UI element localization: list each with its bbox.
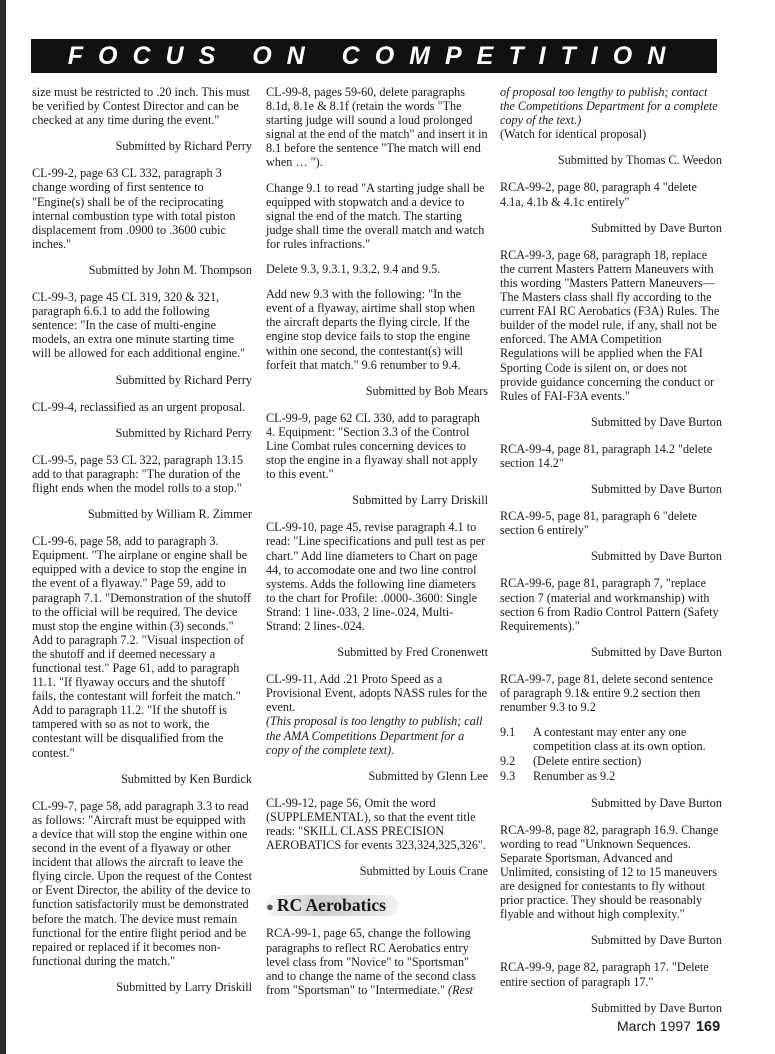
proposal-text: RCA-99-9, page 82, paragraph 17. "Delete entire section of paragraph 17.": [500, 960, 709, 989]
submitted-by: Submitted by Dave Burton: [590, 933, 722, 948]
submitted-by: Submitted by John M. Thompson: [88, 262, 252, 277]
submitted-by: Submitted by Dave Burton: [590, 482, 722, 497]
section-heading: [266, 895, 398, 916]
proposal-text: CL-99-10, page 45, revise paragraph 4.1 to read: "Line specifications and pull test as per chart." Add line diameters to Chart on page 44, to accomodate one and two line control systems. Adds the following line diameters to the chart for Profile: .0000-.3600: Single Strand: 1 line-.033, 2 line-.024, Multi-Strand: 2 lines-.024.: [266, 520, 486, 633]
submitted-by: Submitted by Dave Burton: [590, 220, 722, 235]
submitted-by: Submitted by Larry Driskill: [352, 493, 488, 508]
column-2: [266, 85, 488, 1008]
section-banner: [31, 39, 717, 73]
proposal-text: CL-99-12, page 56, Omit the word (SUPPLEMENTAL), so that the event title reads: "SKILL CLASS PRECISION AEROBATICS for events 323,324,325,326".: [266, 795, 486, 853]
page-number: 169: [695, 1019, 721, 1035]
submitted-by: Submitted by Bob Mears: [365, 383, 488, 398]
proposal-text: Add new 9.3 with the following: "In the event of a flyaway, airtime shall stop when the aircraft departs the flying circle. If the engine stop device fails to stop the engine within one second, the contestant(s) will forfeit that match." 9.6 renumber to 9.4.: [266, 287, 476, 372]
list-item-number: 9.2: [500, 754, 516, 769]
proposal-body: RCA-99-1, page 65, change the following paragraphs to reflect RC Aerobatics entry level class from "Novice" to "Sportsman" and to change the name of the second class from "Sportsman" to "Intermediate.": [266, 926, 476, 997]
proposal-text: [266, 672, 488, 757]
list-item: [500, 725, 722, 753]
proposal-text: CL-99-4, reclassified as an urgent proposal.: [32, 399, 246, 414]
list-item: [500, 769, 722, 783]
proposal-text: [500, 85, 722, 141]
proposal-note: (Rest: [448, 982, 474, 997]
proposal-body: CL-99-11, Add .21 Proto Speed as a Provisional Event, adopts NASS rules for the event.: [266, 672, 488, 715]
banner-title: FOCUS ON COMPETITION: [67, 41, 681, 70]
submitted-by: Submitted by Dave Burton: [590, 1000, 722, 1015]
proposal-text: RCA-99-6, page 81, paragraph 7, "replace section 7 (material and workmanship) with section 6 from Radio Control Pattern (Safety Requirements).": [500, 576, 719, 633]
proposal-text: [266, 926, 488, 996]
submitted-by: Submitted by Thomas C. Weedon: [557, 153, 722, 168]
proposal-text: Delete 9.3, 9.3.1, 9.3.2, 9.4 and 9.5.: [266, 262, 441, 277]
list-item-text: Renumber as 9.2: [533, 769, 616, 784]
proposal-text: Change 9.1 to read "A starting judge shall be equipped with stopwatch and a device to signal the end of the match. The starting judge shall time the overall match and watch for rules infractions.": [266, 180, 485, 251]
proposal-text: CL-99-7, page 58, add paragraph 3.3 to read as follows: "Aircraft must be equipped with a device that will stop the engine within one second in the event of a flyaway or other incident that allows the aircraft to leave the flying circle. Upon the request of the Contest or Event Director, the ability of the device to function satisfactorily must be demonstrated before the match. The device must remain functional for the entire flight period and be repaired or replaced if it becomes non-functional during the match.": [32, 798, 252, 968]
page-edge-shadow: [0, 0, 6, 1054]
proposal-text: size must be restricted to .20 inch. This must be verified by Contest Director and can be checked at any time during the event.": [32, 85, 250, 128]
page-footer: [617, 1018, 720, 1035]
renumber-list: [500, 725, 722, 783]
submitted-by: Submitted by Dave Burton: [590, 549, 722, 564]
submitted-by: Submitted by Dave Burton: [590, 644, 722, 659]
column-3: [500, 85, 722, 1028]
proposal-text: RCA-99-2, page 80, paragraph 4 "delete 4.1a, 4.1b & 4.1c entirely": [500, 180, 697, 209]
proposal-text: CL-99-5, page 53 CL 322, paragraph 13.15 add to that paragraph: "The duration of the flight ends when the model rolls to a stop.": [32, 452, 244, 495]
submitted-by: Submitted by Larry Driskill: [116, 979, 252, 994]
proposal-text: RCA-99-5, page 81, paragraph 6 "delete section 6 entirely": [500, 509, 697, 538]
list-item-text: (Delete entire section): [533, 754, 642, 769]
proposal-body: (Watch for identical proposal): [500, 127, 647, 142]
submitted-by: Submitted by Richard Perry: [115, 425, 252, 440]
proposal-text: CL-99-8, pages 59-60, delete paragraphs 8.1d, 8.1e & 8.1f (retain the words "The starting judge will sound a loud prolonged signal at the end of the match" and insert it in 8.1 before the sentence "The match will end when … ").: [266, 85, 488, 170]
section-heading-text: RC Aerobatics: [276, 895, 386, 916]
proposal-note: of proposal too lengthy to publish; contact the Competitions Department for a complete copy of the text.): [500, 85, 718, 128]
proposal-text: RCA-99-7, page 81, delete second sentence of paragraph 9.1& entire 9.2 section then renumber 9.3 to 9.2: [500, 671, 713, 715]
list-item-number: 9.3: [500, 769, 516, 784]
proposal-text: RCA-99-3, page 68, paragraph 18, replace the current Masters Pattern Maneuvers with this wording "Masters Pattern Maneuvers— The Masters class shall fly according to the current FAI RC Aerobatics (F3A) Rules. The builder of the model rule, if any, shall not be enforced. The AMA Competition Regulations will be applied when the FAI Sporting Code is silent on, or does not provide guidance concerning the conduct or Rules of FAI-F3A events.": [500, 247, 720, 403]
proposal-text: CL-99-2, page 63 CL 332, paragraph 3 change wording of first sentence to "Engine(s) shall be of the reciprocating internal combustion type with total piston displacement from .0900 to .3600 cubic inches.": [32, 166, 236, 251]
proposal-text: RCA-99-8, page 82, paragraph 16.9. Change wording to read "Unknown Sequences. Separate Sportsman, Advanced and Unlimited, consisting of 12 to 15 maneuvers are designed for contestants to fly without prior practice. They should be reasonably flyable and without high complexity.": [500, 822, 719, 922]
submitted-by: Submitted by Richard Perry: [115, 372, 252, 387]
bullet-icon: ●: [266, 899, 274, 915]
submitted-by: Submitted by Louis Crane: [359, 864, 488, 879]
issue-date: March 1997: [617, 1018, 691, 1034]
proposal-text: RCA-99-4, page 81, paragraph 14.2 "delete section 14.2": [500, 441, 713, 470]
submitted-by: Submitted by Dave Burton: [590, 795, 722, 810]
submitted-by: Submitted by Dave Burton: [590, 414, 722, 429]
submitted-by: Submitted by William R. Zimmer: [87, 507, 252, 522]
proposal-text: CL-99-9, page 62 CL 330, add to paragraph 4. Equipment: "Section 3.3 of the Control Line Combat rules concerning devices to stop the engine in a flyaway shall not apply to this event.": [266, 410, 480, 482]
proposal-text: CL-99-3, page 45 CL 319, 320 & 321, paragraph 6.6.1 to add the following sentence: "In the case of multi-engine models, an extra one minute starting time will be allowed for each additional engine.": [32, 290, 246, 361]
list-item: [500, 754, 722, 768]
proposal-text: CL-99-6, page 58, add to paragraph 3. Equipment. "The airplane or engine shall be equipped with a device to stop the engine in the event of a flyaway." Page 59, add to paragraph 7.1. "Demonstration of the shutoff to the official will be required. The device must stop the engine within (3) seconds." Add to paragraph 7.2. "Visual inspection of the shutoff and if deemed necessary a functional test." Page 61, add to paragraph 11.1. "If flyaway occurs and the shutoff fails, the contestant will forfeit the match." Add to paragraph 11.2. "If the shutoff is tampered with so as not to work, the contestant will be disqualified from the contest.": [32, 534, 251, 760]
proposal-note: (This proposal is too lengthy to publish; call the AMA Competitions Department for a copy of the complete text).: [266, 714, 483, 757]
submitted-by: Submitted by Glenn Lee: [368, 768, 488, 783]
submitted-by: Submitted by Fred Cronenwett: [337, 645, 488, 660]
submitted-by: Submitted by Richard Perry: [115, 139, 252, 154]
column-1: [32, 85, 252, 1007]
submitted-by: Submitted by Ken Burdick: [120, 771, 252, 786]
list-item-text: A contestant may enter any one competition class at its own option.: [533, 725, 706, 754]
list-item-number: 9.1: [500, 725, 516, 740]
